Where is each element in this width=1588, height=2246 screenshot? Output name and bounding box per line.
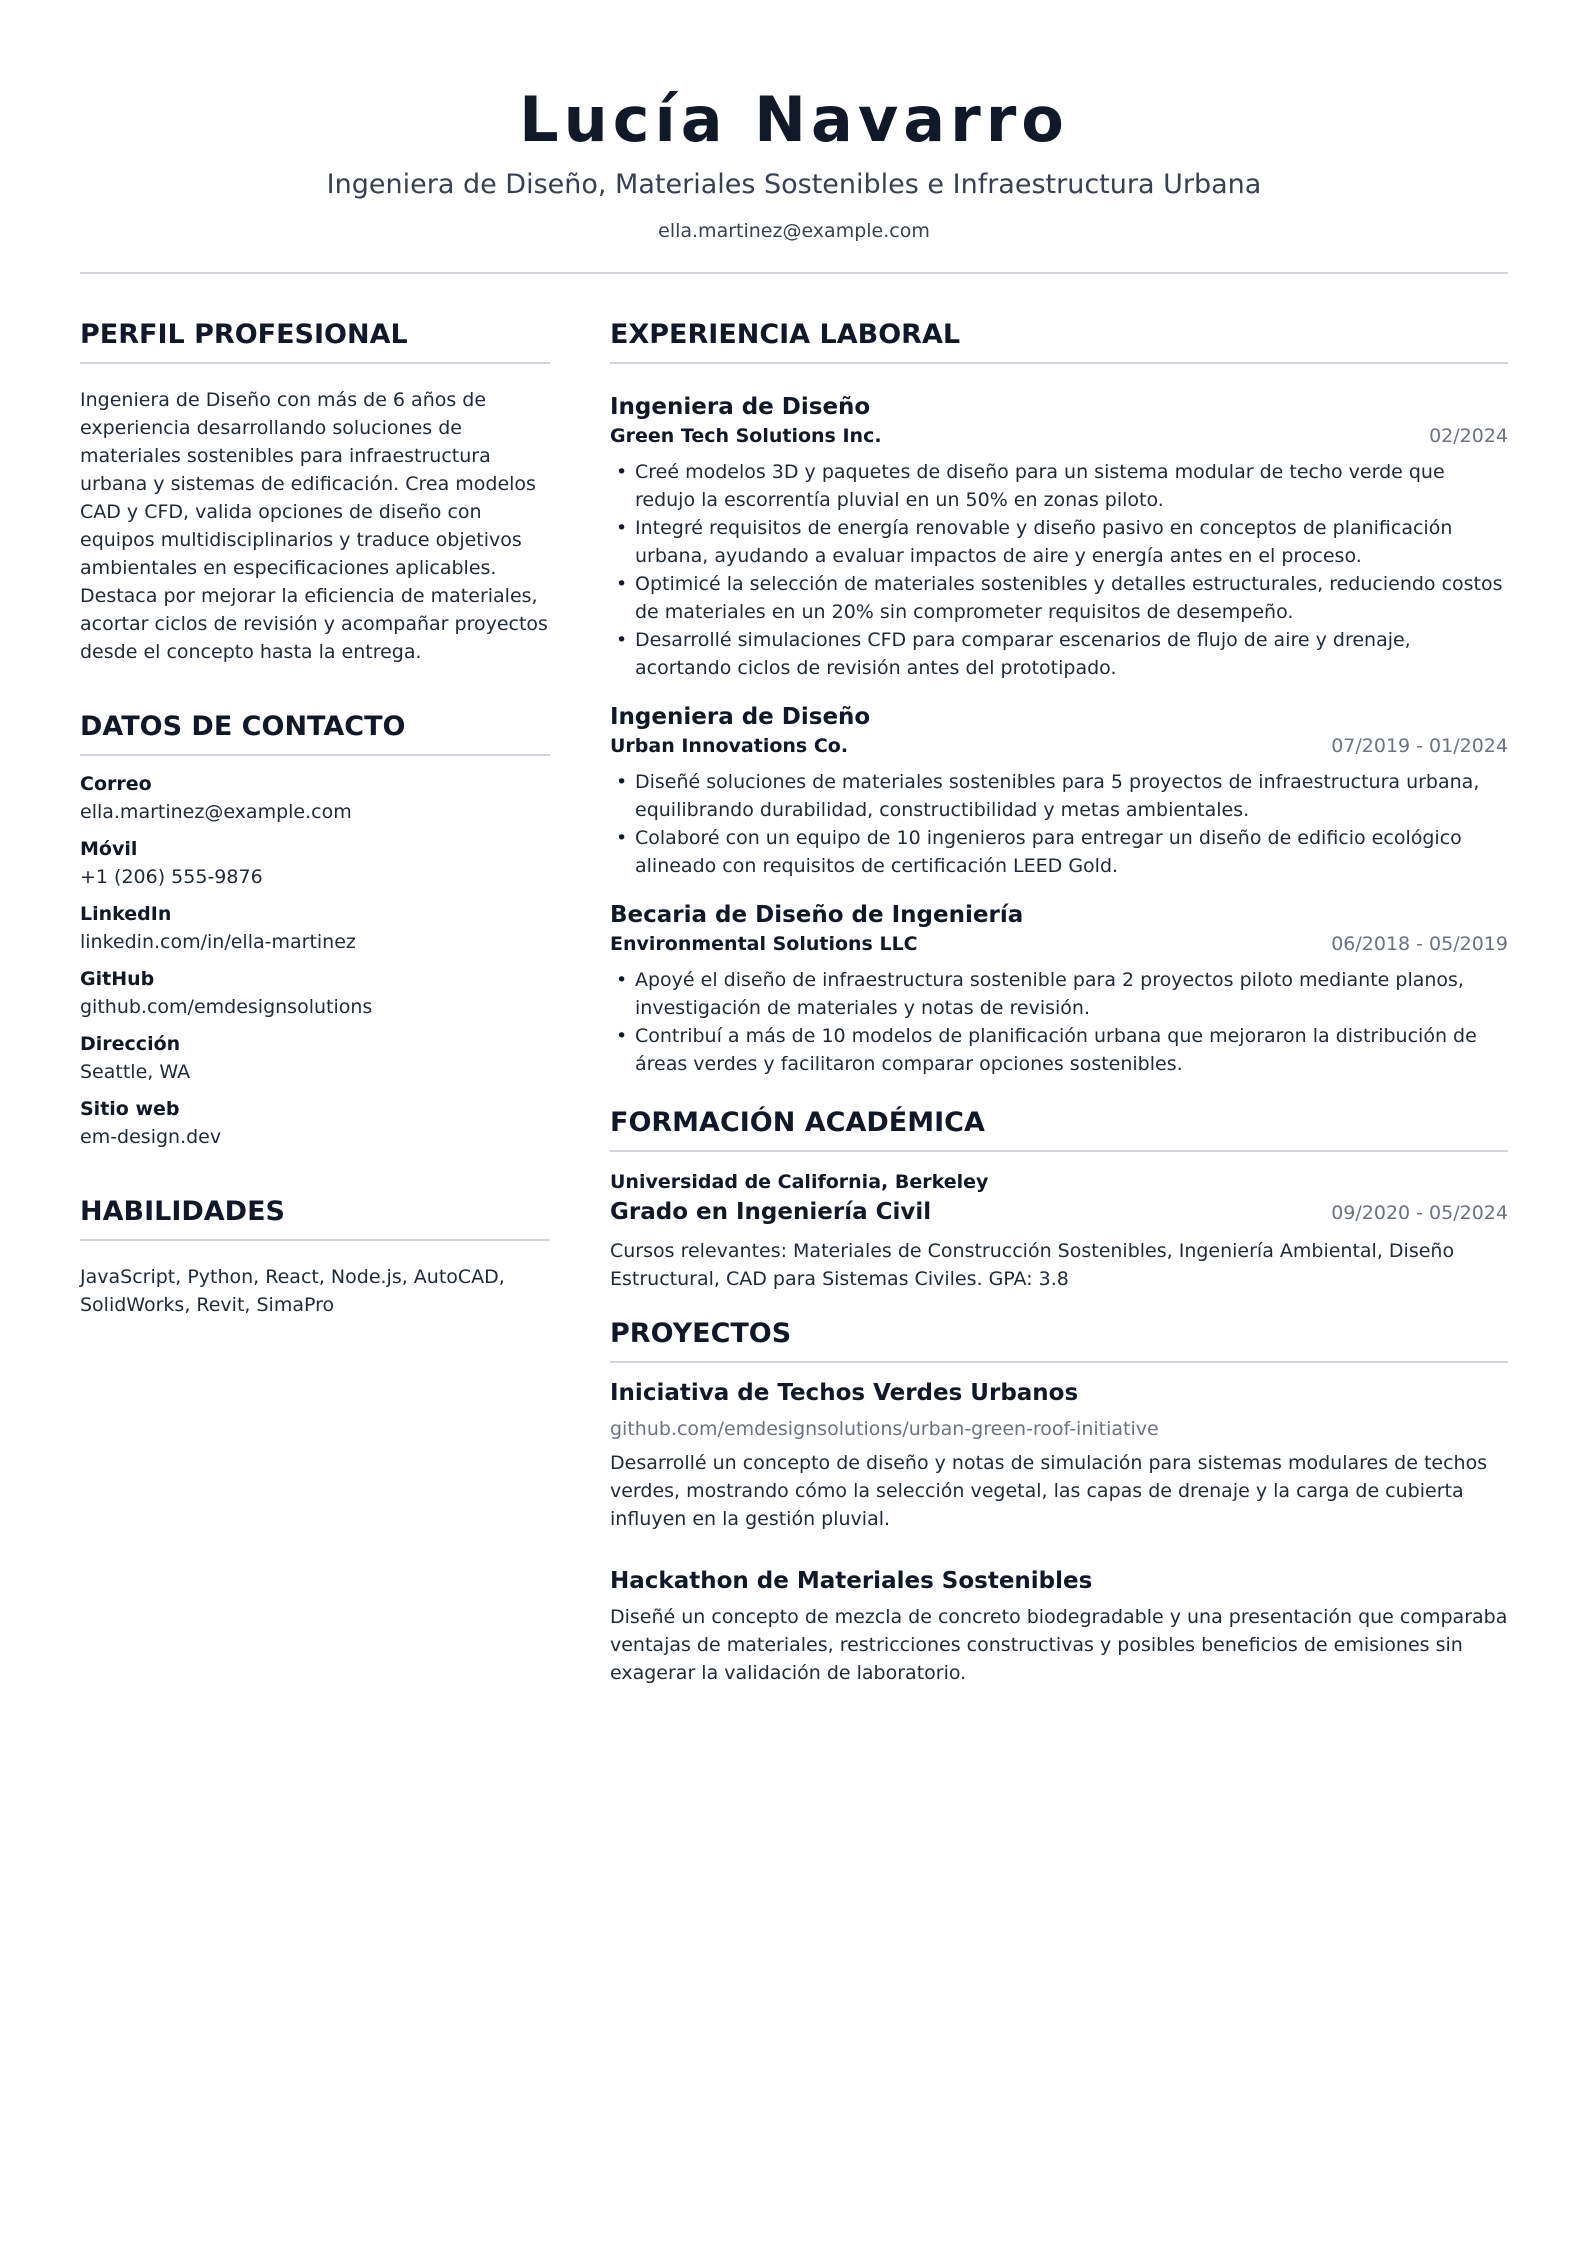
contact-label: GitHub xyxy=(80,968,155,990)
job-bullet: • Creé modelos 3D y paquetes de diseño para un sistema modular de techo verde que redujo la escorrentía pluvial en un 50% en zonas piloto. xyxy=(610,458,1508,514)
job-bullet: • Apoyé el diseño de infraestructura sostenible para 2 proyectos piloto mediante planos, investigación de materiales y notas de revisión. xyxy=(610,966,1508,1022)
education-meta xyxy=(610,1196,1508,1229)
contact-value-github[interactable]: github.com/emdesignsolutions xyxy=(80,996,373,1018)
education-institution: Universidad de California, Berkeley xyxy=(610,1171,989,1193)
job-title: Becaria de Diseño de Ingeniería xyxy=(610,902,1024,928)
job-bullet: • Diseñé soluciones de materiales sostenibles para 5 proyectos de infraestructura urbana, equilibrando durabilidad, constructibilidad y metas ambientales. xyxy=(610,768,1508,824)
contact-label: Dirección xyxy=(80,1033,181,1055)
experience-heading: EXPERIENCIA LABORAL xyxy=(610,318,1508,364)
experience-section xyxy=(610,318,1508,1078)
job-entry xyxy=(610,900,1508,1078)
skills-section xyxy=(80,1195,550,1319)
job-company: Environmental Solutions LLC xyxy=(610,933,918,955)
job-bullet: • Desarrollé simulaciones CFD para comparar escenarios de flujo de aire y drenaje, acortando ciclos de revisión antes del prototipado. xyxy=(610,626,1508,682)
project-title: Hackathon de Materiales Sostenibles xyxy=(610,1568,1093,1594)
job-bullet: • Optimicé la selección de materiales sostenibles y detalles estructurales, reduciendo costos de materiales en un 20% sin comprometer requisitos de desempeño. xyxy=(610,570,1508,626)
education-section xyxy=(610,1106,1508,1293)
projects-heading: PROYECTOS xyxy=(610,1317,1508,1363)
skills-text: JavaScript, Python, React, Node.js, AutoCAD, SolidWorks, Revit, SimaPro xyxy=(80,1266,505,1316)
project-title: Iniciativa de Techos Verdes Urbanos xyxy=(610,1380,1079,1406)
contact-item-github xyxy=(80,965,550,1021)
profile-section xyxy=(80,318,550,666)
contact-label: Correo xyxy=(80,773,152,795)
right-column xyxy=(610,318,1508,1731)
job-bullets xyxy=(610,768,1508,880)
project-entry xyxy=(610,1565,1508,1687)
resume-header xyxy=(80,0,1508,244)
project-description: Diseñé un concepto de mezcla de concreto biodegradable y una presentación que comparaba ventajas de materiales, restricciones constructivas y posibles beneficios de emisiones sin exagerar la validación de laboratorio. xyxy=(610,1606,1508,1684)
contact-value-mobile[interactable]: +1 (206) 555-9876 xyxy=(80,866,263,888)
project-entry xyxy=(610,1377,1508,1533)
profile-heading: PERFIL PROFESIONAL xyxy=(80,318,550,364)
job-bullet: • Colaboré con un equipo de 10 ingenieros para entregar un diseño de edificio ecológico alineado con requisitos de certificación LEED Gold. xyxy=(610,824,1508,880)
contact-item-address xyxy=(80,1030,550,1086)
candidate-headline: Ingeniera de Diseño, Materiales Sostenibles e Infraestructura Urbana xyxy=(326,169,1262,200)
contact-value-email[interactable]: ella.martinez@example.com xyxy=(80,801,352,823)
contact-value-website[interactable]: em-design.dev xyxy=(80,1126,222,1148)
skills-heading: HABILIDADES xyxy=(80,1195,550,1241)
project-link[interactable]: github.com/emdesignsolutions/urban-green-roof-initiative xyxy=(610,1418,1159,1440)
job-bullets xyxy=(610,966,1508,1078)
project-description: Desarrollé un concepto de diseño y notas de simulación para sistemas modulares de techos verdes, mostrando cómo la selección vegetal, las capas de drenaje y la carga de cubierta influyen en la gestión pluvial. xyxy=(610,1452,1488,1530)
contact-label: Móvil xyxy=(80,838,138,860)
job-bullet: • Contribuí a más de 10 modelos de planificación urbana que mejoraron la distribución de áreas verdes y facilitaron comparar opciones sostenibles. xyxy=(610,1022,1508,1078)
job-title: Ingeniera de Diseño xyxy=(610,394,871,420)
education-heading: FORMACIÓN ACADÉMICA xyxy=(610,1106,1508,1152)
contact-heading: DATOS DE CONTACTO xyxy=(80,710,550,756)
job-entry xyxy=(610,392,1508,682)
job-meta xyxy=(610,732,1508,760)
header-divider xyxy=(80,272,1508,274)
profile-text: Ingeniera de Diseño con más de 6 años de experiencia desarrollando soluciones de materiales sostenibles para infraestructura urbana y sistemas de edificación. Crea modelos CAD y CFD, valida opciones de diseño con equipos multidisciplinarios y traduce objetivos ambientales en especificaciones aplicables. Destaca por mejorar la eficiencia de materiales, acortar ciclos de revisión y acompañar proyectos desde el concepto hasta la entrega. xyxy=(80,389,548,663)
job-title: Ingeniera de Diseño xyxy=(610,704,871,730)
contact-item-website xyxy=(80,1095,550,1151)
projects-section xyxy=(610,1317,1508,1687)
job-dates: 06/2018 - 05/2019 xyxy=(1331,933,1508,955)
job-dates: 07/2019 - 01/2024 xyxy=(1331,735,1508,757)
job-dates: 02/2024 xyxy=(1429,425,1508,447)
job-meta xyxy=(610,930,1508,958)
contact-item-email xyxy=(80,770,550,826)
contact-item-mobile xyxy=(80,835,550,891)
contact-item-linkedin xyxy=(80,900,550,956)
contact-value-linkedin[interactable]: linkedin.com/in/ella-martinez xyxy=(80,931,356,953)
header-email[interactable]: ella.martinez@example.com xyxy=(658,220,930,242)
contact-value-address: Seattle, WA xyxy=(80,1061,191,1083)
job-bullet: • Integré requisitos de energía renovable y diseño pasivo en conceptos de planificación urbana, ayudando a evaluar impactos de aire y energía antes en el proceso. xyxy=(610,514,1508,570)
job-entry xyxy=(610,702,1508,880)
left-column xyxy=(80,318,550,1731)
education-degree: Grado en Ingeniería Civil xyxy=(610,1199,932,1225)
education-dates: 09/2020 - 05/2024 xyxy=(1331,1202,1508,1224)
contact-label: Sitio web xyxy=(80,1098,180,1120)
job-meta xyxy=(610,422,1508,450)
job-bullets xyxy=(610,458,1508,682)
job-company: Green Tech Solutions Inc. xyxy=(610,425,882,447)
contact-section xyxy=(80,710,550,1151)
education-description: Cursos relevantes: Materiales de Construcción Sostenibles, Ingeniería Ambiental, Diseño Estructural, CAD para Sistemas Civiles. GPA: 3.8 xyxy=(610,1240,1455,1290)
contact-list xyxy=(80,770,550,1151)
job-company: Urban Innovations Co. xyxy=(610,735,849,757)
contact-label: LinkedIn xyxy=(80,903,172,925)
candidate-name: Lucía Navarro xyxy=(519,83,1069,156)
resume-columns xyxy=(80,318,1508,1731)
